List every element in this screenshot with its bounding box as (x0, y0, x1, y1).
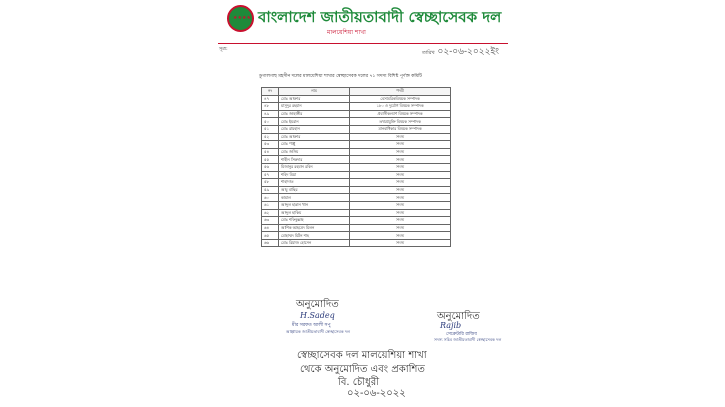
serial-cell: ৫৫ (262, 156, 279, 164)
left-approval-text: অনুমোদিত (296, 299, 339, 310)
table-row (262, 118, 451, 126)
name-cell: শাহীন সিকদার (279, 156, 350, 164)
name-cell: মাসুদুর রহমান (279, 103, 350, 111)
handwritten-line-1: স্বেচ্ছাসেবক দল মালয়েশিয়া শাখা (297, 350, 427, 361)
name-cell: শহিদ মিয়া (279, 171, 350, 179)
serial-cell: ৬৫ (262, 232, 279, 240)
table-row (262, 171, 451, 179)
branch-name: মালয়েশিয়া শাখা (327, 29, 366, 36)
name-cell: মিজানুর রহমান রবিন (279, 163, 350, 171)
designation-cell: সদস্য (350, 186, 451, 194)
org-title: বাংলাদেশ জাতীয়তাবাদী স্বেচ্ছাসেবক দল (258, 8, 502, 26)
designation-cell: ১৮০ ও দুর্যোগ বিষয়ক সম্পাদক (350, 103, 451, 111)
serial-cell: ৫১ (262, 125, 279, 133)
serial-cell: ৬১ (262, 201, 279, 209)
serial-cell: ৫৪ (262, 148, 279, 156)
table-row (262, 95, 451, 103)
name-cell: মোঃ পাপ্পু (279, 141, 350, 149)
name-cell: মোঃ আক্তার (279, 95, 350, 103)
right-signature: Rajib (440, 321, 462, 330)
party-logo: ★★★★ (227, 5, 254, 32)
name-cell: আব্দুল হাকিম (279, 209, 350, 217)
table-row (262, 163, 451, 171)
table-row (262, 201, 451, 209)
serial-cell: ৫৬ (262, 163, 279, 171)
serial-cell: ৪৯ (262, 110, 279, 118)
designation-cell: বেসামরিকবিষয়ক সম্পাদক (350, 95, 451, 103)
serial-cell: ৬৪ (262, 224, 279, 232)
column-header-serial: নং (262, 88, 279, 96)
right-approval-text: অনুমোদিত (437, 311, 480, 322)
right-signatory-name: সেক্রেটারি রাজিব (446, 332, 477, 337)
designation-cell: প্রবাসীকল্যাণ বিষয়ক সম্পাদক (350, 110, 451, 118)
table-row (262, 217, 451, 225)
designation-cell: সদস্য (350, 224, 451, 232)
handwritten-line-3: বি. চৌধুরী (338, 377, 380, 388)
table-row (262, 103, 451, 111)
table-row (262, 179, 451, 187)
table-row (262, 148, 451, 156)
serial-cell: ৫৭ (262, 171, 279, 179)
date-field (422, 44, 499, 59)
serial-cell: ৫৩ (262, 141, 279, 149)
table-row (262, 239, 451, 247)
name-cell: মোঃ জসিম (279, 148, 350, 156)
date-value: ০২-০৬-২০২২ইং (437, 47, 499, 57)
name-cell: মোহাম্মদ মিটন শাহ (279, 232, 350, 240)
designation-cell: সদস্য (350, 179, 451, 187)
name-cell: মোঃ আক্তার (279, 133, 350, 141)
serial-cell: ৫৮ (262, 179, 279, 187)
name-cell: মোঃ রিয়াজ হোসেন (279, 239, 350, 247)
table-row (262, 186, 451, 194)
name-cell: আবু বাছির (279, 186, 350, 194)
designation-cell: সদস্য (350, 194, 451, 202)
name-cell: আশিক আহমেদ মিলন (279, 224, 350, 232)
table-row (262, 110, 451, 118)
reference-label: সূত্র: (219, 46, 228, 52)
designation-cell: সদস্য (350, 217, 451, 225)
designation-cell: সদস্য (350, 201, 451, 209)
column-header-designation: পদবী (350, 88, 451, 96)
serial-cell: ৫২ (262, 133, 279, 141)
designation-cell: সদস্য (350, 133, 451, 141)
serial-cell: ৬২ (262, 209, 279, 217)
committee-title: ডুগালগাছ মহসীন দলের মালয়েশিয়া শাখার স্বেচ্ছাসেবক দলের ৭১ সদস্য বিশিষ্ট পূর্ণাঙ্গ কমিটি (259, 74, 422, 79)
designation-cell: সদস্য (350, 171, 451, 179)
name-cell: মোঃ ইমরান (279, 118, 350, 126)
right-signatory-role: সদস্য সচিব জাতীয়তাবাদী স্বেচ্ছাসেবক দল (434, 337, 502, 342)
designation-cell: মানবাধিকার বিষয়ক সম্পাদক (350, 125, 451, 133)
serial-cell: ৪৮ (262, 103, 279, 111)
member-table (261, 87, 451, 247)
date-label: তারিখ (422, 50, 435, 56)
serial-cell: ৪৭ (262, 95, 279, 103)
name-cell: আব্দুল হান্নান খান (279, 201, 350, 209)
table-row (262, 194, 451, 202)
left-signatory-name: মীর সরফত আলী সপু (292, 323, 331, 328)
serial-cell: ৬৩ (262, 217, 279, 225)
table-row (262, 156, 451, 164)
designation-cell: সদস্য (350, 141, 451, 149)
table-header-row (262, 88, 451, 96)
column-header-name: নাম (279, 88, 350, 96)
name-cell: মোঃ শফিকুল্লাহ (279, 217, 350, 225)
name-cell: শাহাদাত (279, 179, 350, 187)
designation-cell: সদস্য (350, 148, 451, 156)
table-row (262, 209, 451, 217)
designation-cell: সদস্য (350, 209, 451, 217)
designation-cell: তথ্যপ্রযুক্তি বিষয়ক সম্পাদক (350, 118, 451, 126)
table-row (262, 125, 451, 133)
name-cell: কামাল (279, 194, 350, 202)
name-cell: মোঃ রায়হান (279, 125, 350, 133)
designation-cell: সদস্য (350, 232, 451, 240)
table-row (262, 232, 451, 240)
table-row (262, 133, 451, 141)
name-cell: মোঃ জাহাঙ্গীর (279, 110, 350, 118)
handwritten-line-4: ০২-০৬-২০২২ (347, 388, 406, 399)
handwritten-line-2: থেকে অনুমোদিত এবং প্রকাশিত (300, 364, 425, 375)
left-signature: H.Sadeq (300, 311, 335, 320)
table-row (262, 141, 451, 149)
designation-cell: সদস্য (350, 239, 451, 247)
serial-cell: ৬০ (262, 194, 279, 202)
designation-cell: সদস্য (350, 156, 451, 164)
designation-cell: সদস্য (350, 163, 451, 171)
serial-cell: ৬৬ (262, 239, 279, 247)
table-row (262, 224, 451, 232)
left-signatory-role: আহ্বায়ক জাতীয়তাবাদী স্বেচ্ছাসেবক দল (286, 329, 350, 334)
serial-cell: ৫৯ (262, 186, 279, 194)
serial-cell: ৫০ (262, 118, 279, 126)
